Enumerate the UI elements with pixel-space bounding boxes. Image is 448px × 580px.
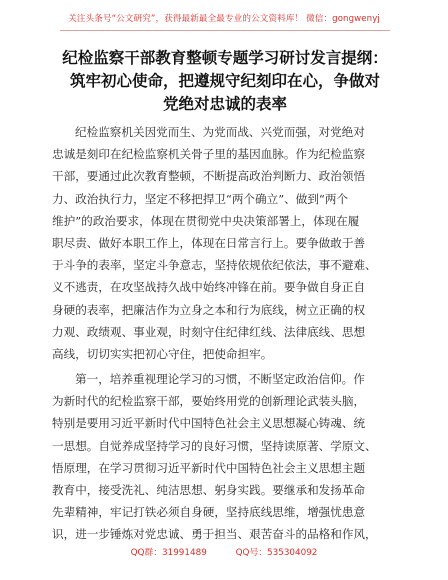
footer-contact (0, 545, 448, 558)
body-line: 高线，切切实实把初心守住，把使命担牢。 (52, 346, 273, 361)
body-line: 悟原理，在学习贯彻习近平新时代中国特色社会主义思想主题 (52, 460, 366, 475)
body-line: 第一，培养重视理论学习的习惯，不断坚定政治信仰。作 (75, 372, 365, 387)
body-line: 忠诚是刻印在纪检监察机关骨子里的基因血脉。作为纪检监察 (52, 147, 366, 162)
body-line: 先辈精神，牢记打铁必须自身硬，坚持底线思维，增强忧患意 (52, 505, 366, 520)
body-line: 身硬的表率，把廉洁作为立身之本和行为底线，树立正确的权 (52, 302, 366, 317)
title-line-1: 纪检监察干部教育整顿专题学习研讨发言提纲： (62, 48, 388, 67)
body-line: 为新时代的纪检监察干部，要始终用党的创新理论武装头脑， (52, 394, 366, 409)
body-line: 维护”的政治要求，体现在贯彻党中央决策部署上，体现在履 (52, 213, 360, 228)
header-divider (60, 30, 390, 31)
body-line: 义不逃责，在攻坚战持久战中始终冲锋在前。要争做自身正自 (52, 280, 366, 295)
title-line-3: 党绝对忠诚的表率 (162, 94, 287, 113)
body-line: 特别是要用习近平新时代中国特色社会主义思想凝心铸魂、统 (52, 416, 366, 431)
document-title (30, 46, 420, 115)
title-line-2: 筑牢初心使命，把遵规守纪刻印在心，争做对 (69, 71, 380, 90)
body-line: 识，进一步锤炼对党忠诚、勇于担当、艰苦奋斗的品格和作风， (52, 527, 377, 542)
body-line: 于斗争的表率，坚定斗争意志，坚持依规依纪依法，事不避难、 (52, 258, 377, 273)
body-line: 力观、政绩观、事业观，时刻守住纪律红线、法律底线、思想 (52, 324, 366, 339)
document-body (52, 121, 396, 546)
body-line: 一思想。自觉养成坚持学习的良好习惯，坚持读原著、学原文、 (52, 438, 377, 453)
body-line: 职尽责、做好本职工作上，体现在日常言行上。要争做敢于善 (52, 235, 366, 250)
header-promo-text: 关注头条号“公文研究”，获得最新最全最专业的公文资料库！ 微信：gongwenyj (68, 14, 380, 24)
body-line: 教育中，接受洗礼、纯洁思想、躬身实践。要继承和发扬革命 (52, 483, 366, 497)
body-line: 干部，要通过此次教育整顿，不断提高政治判断力、政治领悟 (52, 169, 366, 184)
footer-qq: QQ号：535304092 (235, 548, 318, 558)
body-line: 纪检监察机关因党而生、为党而战、兴党而强，对党绝对 (75, 125, 365, 139)
footer-qq-group: QQ群：31991489 (130, 548, 207, 558)
body-line: 力、政治执行力，坚定不移把捍卫“两个确立”、做到“两个 (52, 191, 349, 206)
